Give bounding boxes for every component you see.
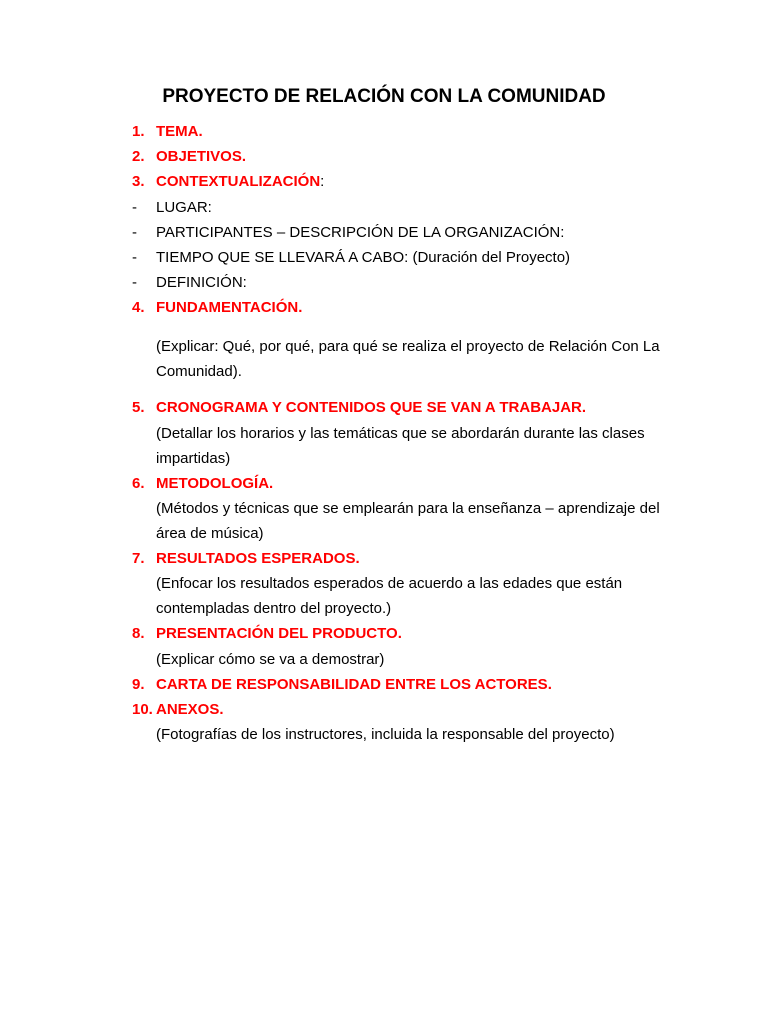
- item-label: FUNDAMENTACIÓN: [156, 299, 299, 316]
- note-metodologia: (Métodos y técnicas que se emplearán para la enseñanza – aprendizaje del área de música): [156, 500, 660, 542]
- dash-bullet: -: [132, 224, 137, 241]
- item-number: 8.: [132, 625, 145, 642]
- note-fundamentacion: (Explicar: Qué, por qué, para qué se realiza el proyecto de Relación Con La Comunidad).: [156, 338, 660, 380]
- note-cronograma: (Detallar los horarios y las temáticas que se abordarán durante las clases impartidas): [156, 425, 645, 467]
- item-label: CARTA DE RESPONSABILIDAD ENTRE LOS ACTORES.: [156, 676, 552, 693]
- item-label: METODOLOGÍA.: [156, 475, 274, 492]
- item-number: 5.: [132, 399, 145, 416]
- item-number: 3.: [132, 173, 145, 190]
- item-number: 7.: [132, 550, 145, 567]
- item-label-wrap: [156, 172, 324, 192]
- note-presentacion: (Explicar cómo se va a demostrar): [156, 651, 385, 668]
- dash-bullet: -: [132, 249, 137, 266]
- item-number: 2.: [132, 148, 145, 165]
- item-label: PRESENTACIÓN DEL PRODUCTO.: [156, 625, 402, 642]
- document-title: PROYECTO DE RELACIÓN CON LA COMUNIDAD: [162, 86, 606, 107]
- sub-item-text: LUGAR:: [156, 199, 212, 216]
- item-suffix: :: [320, 173, 325, 190]
- sub-item-text: DEFINICIÓN:: [156, 274, 247, 291]
- item-number: 6.: [132, 475, 145, 492]
- item-label: RESULTADOS ESPERADOS.: [156, 550, 360, 567]
- note-anexos: (Fotografías de los instructores, incluida la responsable del proyecto): [156, 726, 615, 743]
- sub-item-text: PARTICIPANTES – DESCRIPCIÓN DE LA ORGANIZACIÓN:: [156, 224, 565, 241]
- note-resultados: (Enfocar los resultados esperados de acuerdo a las edades que están contempladas dentro del proyecto.): [156, 575, 623, 617]
- item-suffix: .: [298, 299, 303, 316]
- sub-item-text: TIEMPO QUE SE LLEVARÁ A CABO: (Duración del Proyecto): [156, 249, 571, 266]
- item-number: 9.: [132, 676, 145, 693]
- dash-bullet: -: [132, 274, 137, 291]
- item-label: TEMA.: [156, 123, 203, 140]
- item-number: 4.: [132, 299, 145, 316]
- dash-bullet: -: [132, 199, 137, 216]
- item-label: CRONOGRAMA Y CONTENIDOS QUE SE VAN A TRABAJAR.: [156, 399, 587, 416]
- item-number: 10.: [132, 701, 153, 718]
- item-label-wrap: [156, 298, 302, 318]
- item-label: OBJETIVOS.: [156, 148, 247, 165]
- item-number: 1.: [132, 123, 145, 140]
- item-label: ANEXOS.: [156, 701, 224, 718]
- item-label: CONTEXTUALIZACIÓN: [156, 173, 321, 190]
